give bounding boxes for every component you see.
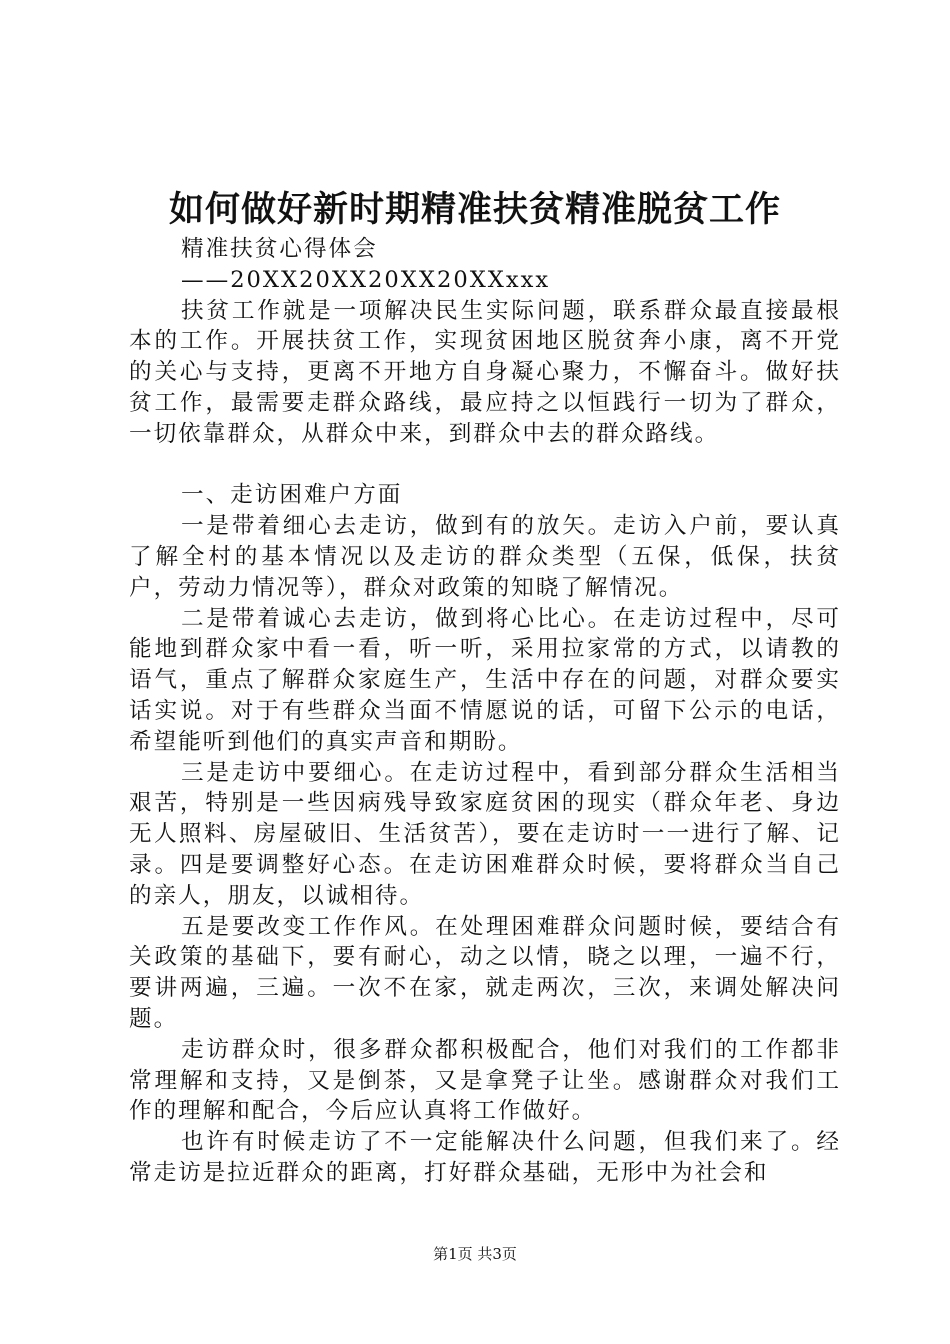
page-footer: 第1页 共3页 [433,1245,517,1263]
subtitle: 精准扶贫心得体会 [181,236,378,262]
paragraph-intro: 扶贫工作就是一项解决民生实际问题，联系群众最直接最根本的工作。开展扶贫工作，实现贫困地区脱贫奔小康，离不开党的关心与支持，更离不开地方自身凝心聚力，不懈奋斗。做好扶贫工作，最需要走群众路线，最应持之以恒践行一切为了群众，一切依靠群众，从群众中来，到群众中去的群众路线。 [129,297,841,447]
document-body [129,234,841,1189]
document-title: 如何做好新时期精准扶贫精准脱贫工作 [168,189,781,230]
paragraph: 五是要改变工作作风。在处理困难群众问题时候，要结合有关政策的基础下，要有耐心，动之以情，晓之以理，一遍不行，要讲两遍，三遍。一次不在家，就走两次，三次，来调处解决问题。 [129,913,841,1032]
paragraph: 走访群众时，很多群众都积极配合，他们对我们的工作都非常理解和支持，又是倒茶，又是拿凳子让坐。感谢群众对我们工作的理解和配合，今后应认真将工作做好。 [129,1036,841,1125]
paragraph: 三是走访中要细心。在走访过程中，看到部分群众生活相当艰苦，特别是一些因病残导致家庭贫困的现实（群众年老、身边无人照料、房屋破旧、生活贫苦），要在走访时一一进行了解、记录。四是要调整好心态。在走访困难群众时候，要将群众当自己的亲人，朋友，以诚相待。 [129,759,841,909]
paragraph: 也许有时候走访了不一定能解决什么问题，但我们来了。经常走访是拉近群众的距离，打好群众基础，无形中为社会和 [129,1129,841,1186]
paragraph: 一是带着细心去走访，做到有的放矢。走访入户前，要认真了解全村的基本情况以及走访的群众类型（五保，低保，扶贫户，劳动力情况等），群众对政策的知晓了解情况。 [129,513,841,601]
paragraph-spacer [129,450,841,481]
date-line: ——20XX20XX20XX20XXxxx [181,266,551,293]
paragraph: 二是带着诚心去走访，做到将心比心。在走访过程中，尽可能地到群众家中看一看，听一听，采用拉家常的方式，以请教的语气，重点了解群众家庭生产，生活中存在的问题，对群众要实话实说。对于有些群众当面不情愿说的话，可留下公示的电话，希望能听到他们的真实声音和期盼。 [129,605,841,755]
section-heading: 一、走访困难户方面 [181,482,403,509]
